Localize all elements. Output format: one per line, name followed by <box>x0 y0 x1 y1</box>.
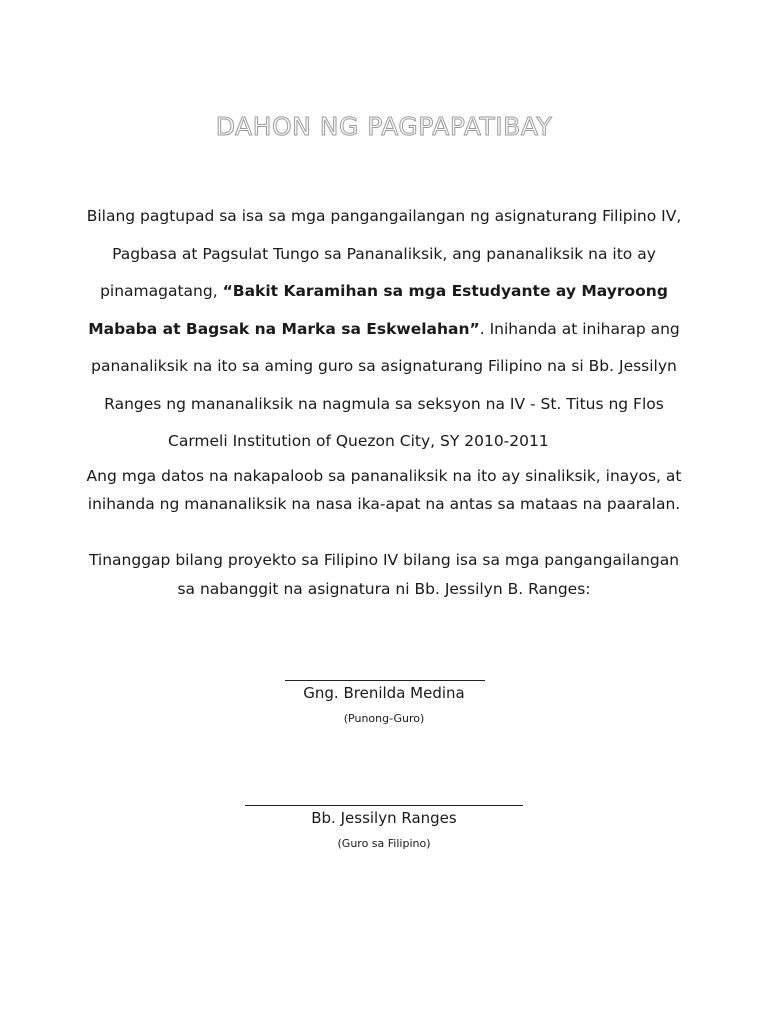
signatory-name-teacher: Bb. Jessilyn Ranges <box>311 809 457 827</box>
paragraph-continuation: . Inihanda at iniharap ang pananaliksik na ito sa aming guro sa asignaturang Filipino na si Bb. Jessilyn Ranges ng mananaliksik na nagmula sa seksyon na IV - St. Titus ng Flos <box>91 319 680 413</box>
approval-paragraph <box>80 198 688 461</box>
signatory-role-teacher: (Guro sa Filipino) <box>337 837 431 850</box>
document-title: DAHON NG PAGPAPATIBAY <box>215 112 553 141</box>
signature-line-teacher <box>245 805 523 806</box>
paragraph-line-3-prefix: pinamagatang, <box>100 282 223 300</box>
data-paragraph: Ang mga datos na nakapaloob sa pananaliksik na ito ay sinaliksik, inayos, at inihanda ng mananaliksik na nasa ika-apat na antas sa mataas na paaralan. <box>86 467 682 513</box>
signature-line-principal <box>285 680 485 681</box>
acceptance-paragraph: Tinanggap bilang proyekto sa Filipino IV bilang isa sa mga pangangailangan sa nabanggit na asignatura ni Bb. Jessilyn B. Ranges: <box>88 551 680 598</box>
signatory-name-principal: Gng. Brenilda Medina <box>303 684 465 702</box>
paragraph-line-2: Pagbasa at Pagsulat Tungo sa Pananaliksik, ang pananaliksik na ito ay <box>112 244 656 263</box>
paragraph-line-1: Bilang pagtupad sa isa sa mga pangangailangan ng asignaturang Filipino IV, <box>86 207 682 225</box>
signatory-role-principal: (Punong-Guro) <box>343 712 425 725</box>
research-title: “Bakit Karamihan sa mga Estudyante ay Mayroong Mababa at Bagsak na Marka sa Eskwelahan” <box>88 282 668 338</box>
paragraph-last-line: Carmeli Institution of Quezon City, SY 2010-2011 <box>168 432 549 450</box>
